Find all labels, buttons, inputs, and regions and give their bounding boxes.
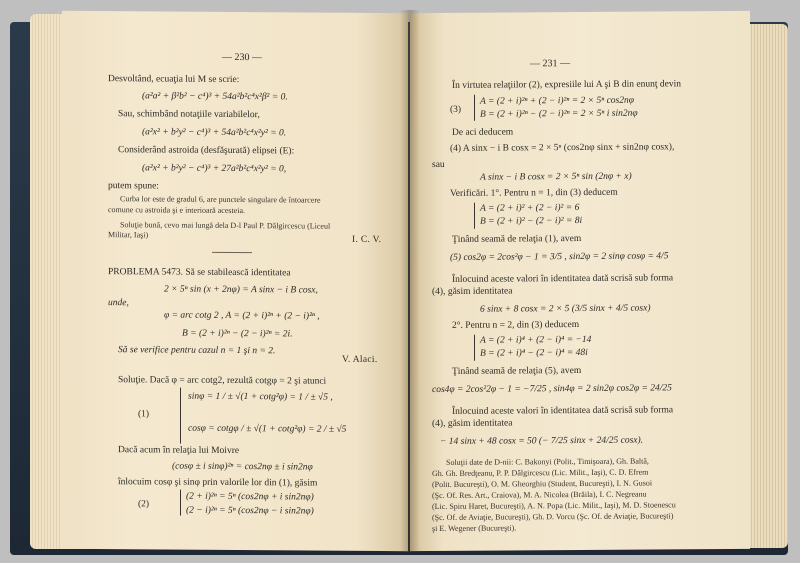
text-line: înlocuim cosφ şi sinφ prin valorile lor din (1), găsim xyxy=(118,477,318,489)
text-line: comune cu astroida şi e interioară acesteia. xyxy=(108,205,246,216)
equation: (cosφ ± i sinφ)²ⁿ = cos2nφ ± i sin2nφ xyxy=(172,461,313,473)
text-line: Ţinând seamă de relaţia (1), avem xyxy=(452,233,582,245)
equation: A = (2 + i)² + (2 − i)² = 6 xyxy=(480,203,580,214)
separator xyxy=(212,252,252,253)
equation: cos4φ = 2cos²2φ − 1 = −7/25 , sin4φ = 2 sin2φ cos2φ = 24/25 xyxy=(432,383,672,396)
brace xyxy=(474,335,475,361)
left-page xyxy=(62,11,408,551)
text-line: Desvoltând, ecuaţia lui M se scrie: xyxy=(108,74,240,86)
brace xyxy=(474,203,475,229)
text-line: De aci deducem xyxy=(452,127,514,138)
equation: B = (2 + i)² − (2 − i)² = 8i xyxy=(480,215,583,227)
solvers-list: (Şc. Of. Res. Art., Craiova), M. A. Nicolea (Brăila), I. C. Negreanu xyxy=(432,489,647,501)
equation-number: (1) xyxy=(138,409,150,420)
equation: B = (2 + i)²ⁿ − (2 − i)²ⁿ = 2i. xyxy=(182,328,293,340)
problem-heading: PROBLEMA 5473. Să se stabilească identitatea xyxy=(108,267,291,279)
solvers-list: (Polit. Bucureşti), O. M. Gheorghiu (Student, Bucureşti), I. N. Gusoi xyxy=(432,478,653,490)
equation: B = (2 + i)⁴ − (2 − i)⁴ = 48i xyxy=(480,347,588,359)
text-line: (4), găsim identitatea xyxy=(432,418,513,430)
solvers-list: Gh. Gh. Bredţeanu, P. P. Dălgircescu (Lic. Milit., Iaşi), C. D. Efrem xyxy=(432,467,649,479)
solvers-list: şi E. Wegener (Bucureşti). xyxy=(432,523,517,534)
text-line: Să se verifice pentru cazul n = 1 şi n = 2. xyxy=(118,345,276,357)
text-line: Verificări. 1°. Pentru n = 1, din (3) deducem xyxy=(450,187,618,199)
text-line: Curba lor este de gradul 6, are punctele singulare de întoarcere xyxy=(120,194,321,205)
text-line: (4), găsim identitatea xyxy=(432,286,513,298)
equation: B = (2 + i)²ⁿ − (2 − i)²ⁿ = 2 × 5ⁿ i sin2nφ xyxy=(480,108,638,120)
equation: φ = arc cotg 2 , A = (2 + i)²ⁿ + (2 − i)²ⁿ , xyxy=(164,310,320,322)
text-line: putem spune: xyxy=(108,181,159,192)
equation: (a²x² + b²y² − c⁴)³ + 54a²b²c⁴x²y² = 0. xyxy=(142,127,287,139)
brace xyxy=(474,95,475,121)
text-line: Considerând astroida (desfăşurată) elipsei (E): xyxy=(118,145,295,157)
equation: A = (2 + i)⁴ + (2 − i)⁴ = −14 xyxy=(480,334,592,346)
solution-note: Soluţie bună, cevo mai lungă dela D-l Paul P. Dălgircescu (Liceul xyxy=(120,220,331,231)
equation: (5) cos2φ = 2cos²φ − 1 = 3/5 , sin2φ = 2 sinφ cosφ = 4/5 xyxy=(450,251,669,263)
equation: (a²a² + β²b² − c⁴)³ + 54a²b²c⁴x²β² = 0. xyxy=(142,91,288,103)
text-line: Ţinând seamă de relaţia (5), avem xyxy=(452,365,582,377)
equation: cosφ = cotgφ / ± √(1 + cotg²φ) = 2 / ± √5 xyxy=(188,423,347,435)
equation: A = (2 + i)²ⁿ + (2 − i)²ⁿ = 2 × 5ⁿ cos2nφ xyxy=(480,95,634,107)
right-page xyxy=(410,11,750,551)
equation: 6 sinx + 8 cosx = 2 × 5 (3/5 sinx + 4/5 cosx) xyxy=(480,303,651,315)
text-line: sau xyxy=(432,159,445,171)
text-line: În virtutea relaţiilor (2), expresiile lui A şi B din enunţ devin xyxy=(452,79,682,91)
text-line: Înlocuind aceste valori în identitatea dată scrisă sub forma xyxy=(452,273,674,285)
equation: (a²x² + b²y² − c⁴)³ + 27a²b²c⁴x²y² = 0, xyxy=(142,163,287,175)
equation: sinφ = 1 / ± √(1 + cotg²φ) = 1 / ± √5 , xyxy=(188,391,333,403)
equation: (2 + i)²ⁿ = 5ⁿ (cos2nφ + i sin2nφ) xyxy=(186,491,314,503)
solvers-list: Soluţii date de D-nii: C. Bakonyi (Polit., Timişoara), Gh. Baltă, xyxy=(446,456,649,467)
text-line: Soluţie. Dacă φ = arc cotg2, rezultă cotgφ = 2 şi atunci xyxy=(118,375,327,387)
brace xyxy=(180,388,181,444)
equation: − 14 sinx + 48 cosx = 50 (− 7/25 sinx + 24/25 cosx). xyxy=(440,435,644,447)
equation: (2 − i)²ⁿ = 5ⁿ (cos2nφ − i sin2nφ) xyxy=(186,505,314,517)
text-line: unde, xyxy=(108,298,129,309)
page-number: — 231 — xyxy=(530,58,570,70)
book-gutter xyxy=(400,10,420,552)
equation: 2 × 5ⁿ sin (x + 2nφ) = A sinx − i B cosx, xyxy=(164,284,318,296)
author-signature: I. C. V. xyxy=(352,234,382,246)
brace xyxy=(180,490,181,516)
solution-note: Militar, Iaşi) xyxy=(108,230,149,240)
text-line: Înlocuind aceste valori în identitatea dată scrisă sub forma xyxy=(452,405,674,417)
equation: (4) A sinx − i B cosx = 2 × 5ⁿ (cos2nφ sinx + sin2nφ cosx), xyxy=(450,142,675,154)
page-number: — 230 — xyxy=(222,51,262,64)
text-line: 2°. Pentru n = 2, din (3) deducem xyxy=(452,320,580,331)
text-line: Sau, schimbând notaţiile variabilelor, xyxy=(118,109,260,121)
equation: A sinx − i B cosx = 2 × 5ⁿ sin (2nφ + x) xyxy=(480,171,632,183)
solvers-list: (Şc. Of. de Aviaţie, Bucureşti), Gh. D. Vorcu (Şc. Of. de Aviaţie, Bucureşti) xyxy=(432,511,674,523)
problem-author: V. Alaci. xyxy=(342,354,378,365)
text-line: Dacă acum în relaţia lui Moivre xyxy=(118,445,240,457)
solvers-list: (Lic. Spiru Haret, Bucureşti), A. N. Popa (Lic. Milit., Iaşi), M. D. Stoenescu xyxy=(432,500,676,512)
equation-number: (3) xyxy=(450,104,462,115)
equation-number: (2) xyxy=(138,499,150,510)
